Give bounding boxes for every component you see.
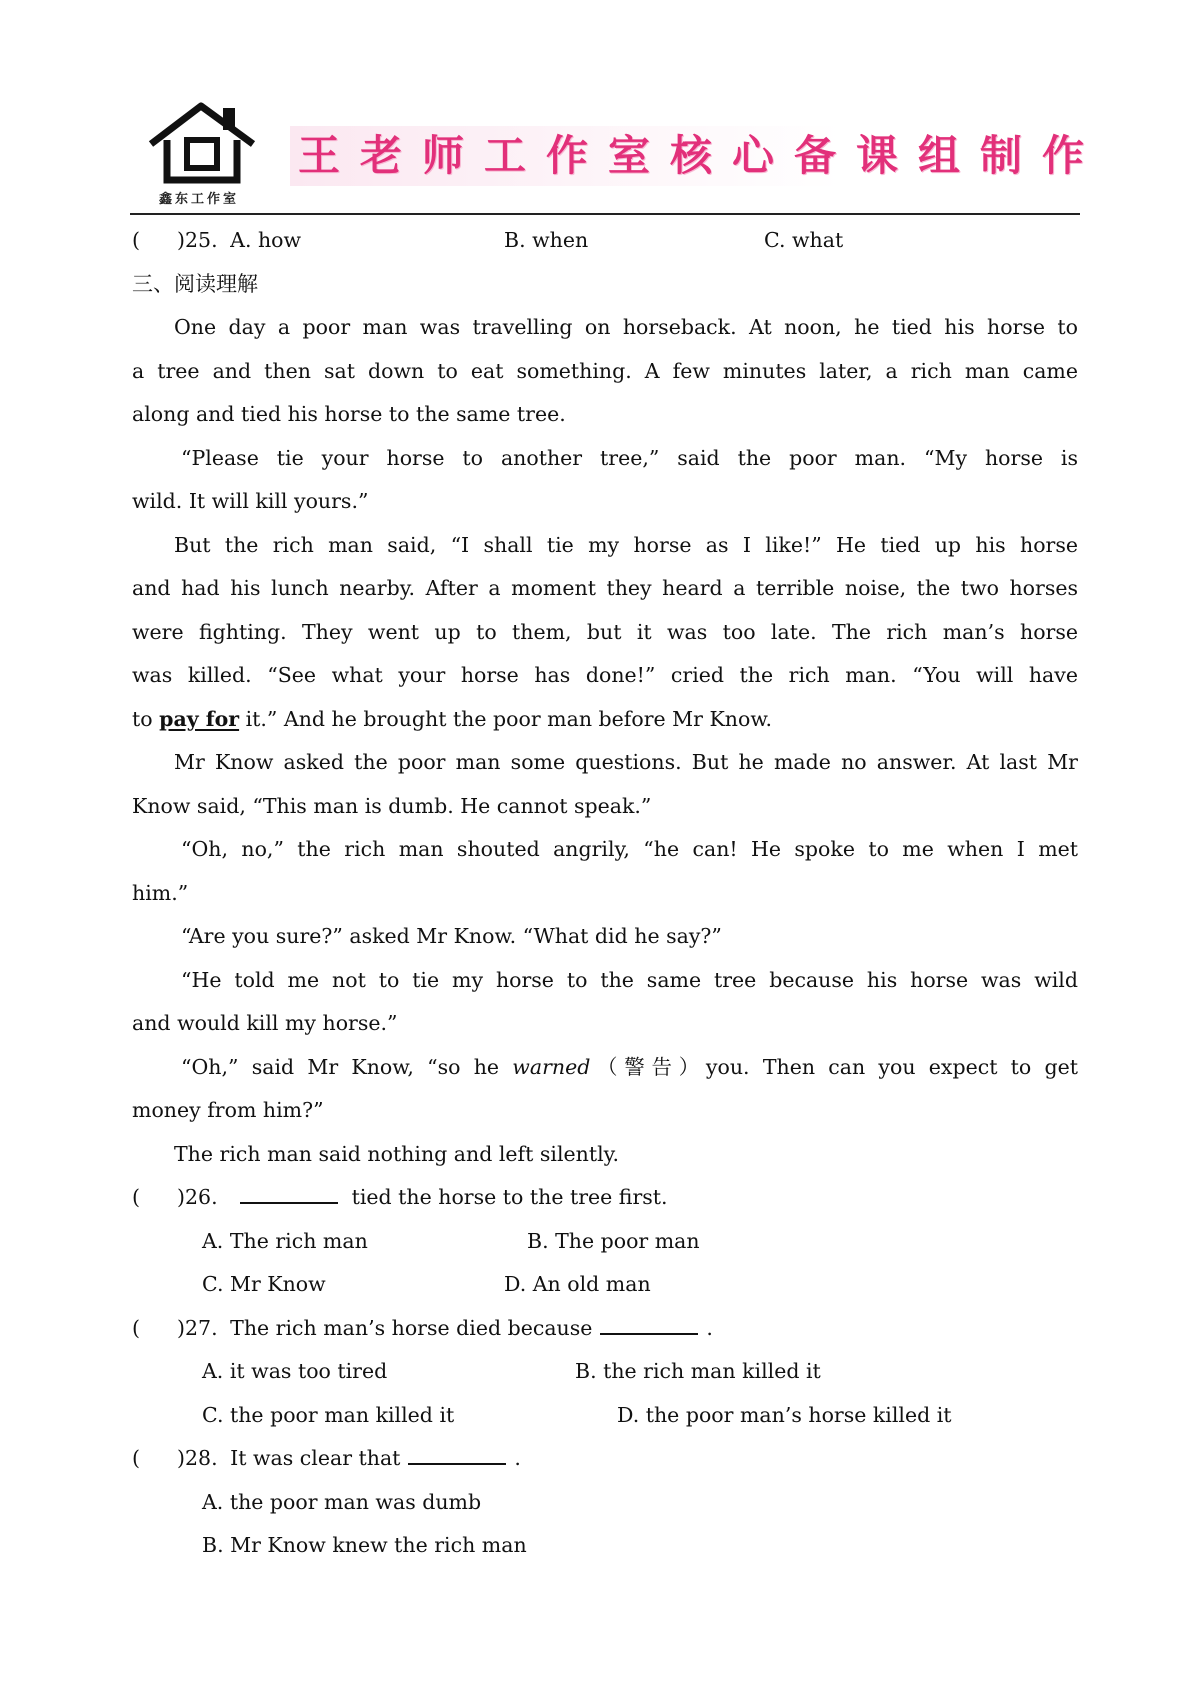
option-c: C. Mr Know <box>202 1272 326 1296</box>
passage-line: him.” <box>132 880 189 905</box>
page-header <box>145 100 1105 214</box>
question-stem: The rich man’s horse died because <box>230 1315 593 1340</box>
studio-banner: 王老师工作室核心备课组制作 <box>290 126 1078 186</box>
passage-line: “Oh, no,” the rich man shouted angrily, “he can! He spoke to me when I met <box>181 837 1078 861</box>
question-stem: It was clear that <box>230 1446 401 1470</box>
section-heading: 三、阅读理解 <box>132 271 258 296</box>
passage-line: and had his lunch nearby. After a moment they heard a terrible noise, the two horses <box>132 576 1078 600</box>
text-run: “Oh,” said Mr Know, “so he <box>181 1054 513 1079</box>
text-run: it.” And he brought the poor man before Mr Know. <box>239 706 772 731</box>
option-b: B. The poor man <box>527 1228 700 1253</box>
header-divider <box>130 213 1080 215</box>
options-row <box>132 1524 1078 1568</box>
underlined-phrase: pay for <box>159 706 240 731</box>
passage-line: along and tied his horse to the same tree. <box>132 402 566 426</box>
question-number: )27. <box>177 1315 218 1340</box>
option-b: B. when <box>504 228 589 252</box>
options-row <box>132 1263 1078 1307</box>
passage-line: One day a poor man was travelling on horseback. At noon, he tied his horse to <box>174 315 1078 339</box>
answer-paren: ( <box>132 1446 140 1470</box>
passage-line: were fighting. They went up to them, but it was too late. The rich man’s horse <box>132 619 1078 644</box>
option-c: C. the poor man killed it <box>202 1402 455 1427</box>
logo-caption: 鑫东工作室 <box>159 192 240 207</box>
question-number: )25. <box>177 228 218 252</box>
answer-blank <box>240 1178 338 1204</box>
house-icon <box>145 100 263 192</box>
passage-line: Mr Know asked the poor man some questions. But he made no answer. At last Mr <box>174 750 1078 774</box>
question-27 <box>132 1307 1078 1351</box>
options-row <box>132 1394 1078 1438</box>
question-number: )28. <box>177 1446 218 1470</box>
passage-line: “He told me not to tie my horse to the same tree because his horse was wild <box>181 967 1078 992</box>
option-a: A. it was too tired <box>202 1359 388 1383</box>
answer-blank <box>408 1439 506 1465</box>
studio-logo <box>145 100 263 208</box>
option-a: A. the poor man was dumb <box>202 1489 482 1514</box>
passage-line: and would kill my horse.” <box>132 1011 398 1035</box>
option-a: A. The rich man <box>202 1228 368 1253</box>
options-row <box>132 1220 1078 1264</box>
option-c: C. what <box>764 228 844 252</box>
question-end: . <box>514 1446 521 1470</box>
question-stem: tied the horse to the tree first. <box>351 1185 668 1209</box>
options-row <box>132 1481 1078 1525</box>
passage-line: wild. It will kill yours.” <box>132 489 369 513</box>
passage-line: Know said, “This man is dumb. He cannot speak.” <box>132 793 652 818</box>
answer-paren: ( <box>132 1315 140 1340</box>
passage-line: “Are you sure?” asked Mr Know. “What did he say?” <box>181 924 722 948</box>
question-number: )26. <box>177 1185 218 1209</box>
text-run: to <box>132 706 160 731</box>
italic-word: warned <box>512 1054 591 1079</box>
option-d: D. the poor man’s horse killed it <box>617 1402 952 1427</box>
answer-blank <box>600 1309 698 1335</box>
question-end: . <box>706 1315 713 1340</box>
options-row <box>132 1350 1078 1394</box>
passage-line: was killed. “See what your horse has done!” cried the rich man. “You will have <box>132 663 1078 687</box>
answer-paren: ( <box>132 228 140 252</box>
option-b: B. the rich man killed it <box>575 1359 821 1383</box>
passage-line <box>132 1046 1078 1090</box>
passage-line: The rich man said nothing and left silently. <box>174 1141 620 1166</box>
text-run: （警告）you. Then can you expect to get <box>590 1054 1078 1079</box>
passage-line <box>132 698 1078 742</box>
passage-line: a tree and then sat down to eat something. A few minutes later, a rich man came <box>132 358 1078 383</box>
document-body <box>132 219 1078 1568</box>
option-b: B. Mr Know knew the rich man <box>202 1533 527 1557</box>
question-26 <box>132 1176 1078 1220</box>
passage-line: money from him?” <box>132 1098 324 1122</box>
answer-paren: ( <box>132 1185 140 1209</box>
question-25 <box>132 219 1078 263</box>
question-28 <box>132 1437 1078 1481</box>
option-d: D. An old man <box>504 1272 651 1296</box>
passage-line: But the rich man said, “I shall tie my horse as I like!” He tied up his horse <box>174 532 1078 557</box>
option-a: A. how <box>230 228 302 252</box>
passage-line: “Please tie your horse to another tree,” said the poor man. “My horse is <box>181 445 1078 470</box>
